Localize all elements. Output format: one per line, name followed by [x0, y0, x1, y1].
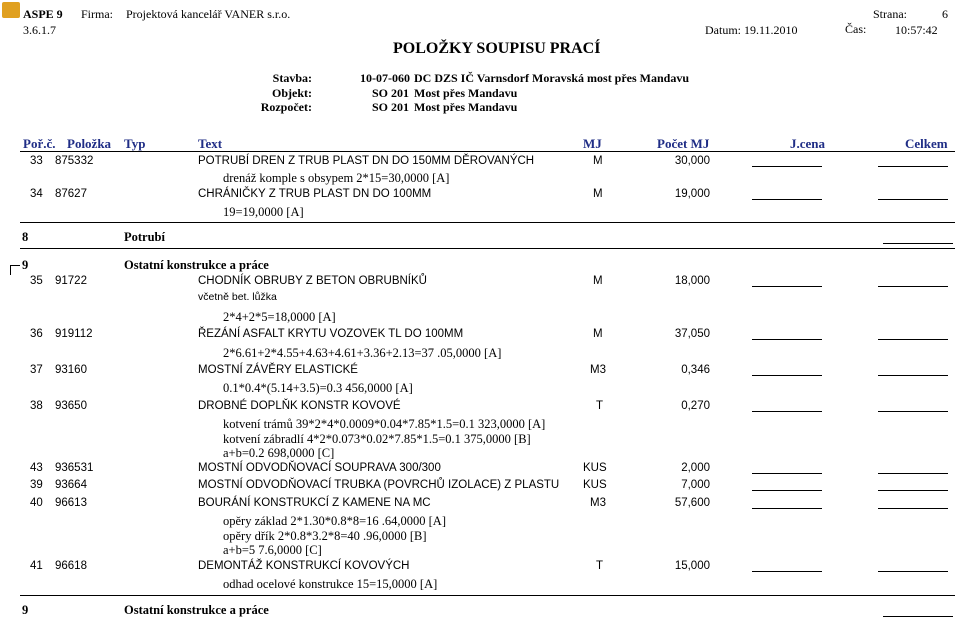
- row-code: 96618: [55, 560, 87, 572]
- row-text: MOSTNÍ ZÁVĚRY ELASTICKÉ: [198, 364, 358, 376]
- objekt-name: Most přes Mandavu: [414, 86, 518, 100]
- row-code: 96613: [55, 497, 87, 509]
- group-marker: [10, 265, 20, 266]
- row-no: 40: [30, 497, 43, 509]
- row-code: 93664: [55, 479, 87, 491]
- col-text: Text: [198, 136, 223, 151]
- group-no: 9: [22, 258, 29, 272]
- total-blank: [878, 508, 948, 509]
- col-typ: Typ: [124, 136, 146, 151]
- row-code: 93160: [55, 364, 87, 376]
- group-no: 8: [22, 230, 29, 244]
- total-blank: [878, 286, 948, 287]
- calc-line: kotvení zábradlí 4*2*0.073*0.02*7.85*1.5=0.1 375,0000 [B]: [223, 432, 531, 446]
- row-note: včetně bet. lůžka: [198, 291, 277, 303]
- unit-price-blank: [752, 490, 822, 491]
- unit-price-blank: [752, 339, 822, 340]
- row-mj: M3: [590, 364, 606, 376]
- row-mj: T: [596, 400, 604, 412]
- row-text: DROBNÉ DOPLŇK KONSTR KOVOVÉ: [198, 400, 401, 412]
- strana-label: Strana:: [873, 7, 907, 21]
- row-text: BOURÁNÍ KONSTRUKCÍ Z KAMENE NA MC: [198, 497, 431, 509]
- row-no: 36: [30, 328, 43, 340]
- row-mj: KUS: [583, 479, 607, 491]
- row-mj: T: [596, 560, 604, 572]
- group-name: Ostatní konstrukce a práce: [124, 258, 269, 272]
- group-divider: [20, 222, 955, 223]
- total-blank: [878, 490, 948, 491]
- row-mj: M: [593, 328, 603, 340]
- row-text: MOSTNÍ ODVODŇOVACÍ TRUBKA (POVRCHŮ IZOLACE) Z PLASTU: [198, 479, 560, 491]
- row-text: CHRÁNIČKY Z TRUB PLAST DN DO 100MM: [198, 188, 432, 200]
- col-polozka: Položka: [67, 136, 112, 151]
- row-code: 91722: [55, 275, 87, 287]
- row-qty: 2,000: [681, 462, 710, 474]
- total-blank: [878, 375, 948, 376]
- total-blank: [878, 166, 948, 167]
- group-name: Potrubí: [124, 230, 165, 244]
- group-divider: [20, 595, 955, 596]
- cas-value: 10:57:42: [895, 23, 938, 37]
- unit-price-blank: [752, 508, 822, 509]
- row-no: 43: [30, 462, 43, 474]
- row-qty: 30,000: [674, 155, 710, 167]
- total-blank: [878, 571, 948, 572]
- calc-line: opěry dřík 2*0.8*3.2*8=40 .96,0000 [B]: [223, 529, 427, 543]
- row-no: 33: [30, 155, 43, 167]
- row-code: 875332: [55, 155, 94, 167]
- row-mj: KUS: [583, 462, 607, 474]
- calc-line: 0.1*0.4*(5.14+3.5)=0.3 456,0000 [A]: [223, 381, 413, 395]
- app-name: ASPE 9: [23, 7, 63, 21]
- total-blank: [878, 339, 948, 340]
- total-blank: [878, 473, 948, 474]
- row-code: 87627: [55, 188, 87, 200]
- page-title: POLOŽKY SOUPISU PRACÍ: [393, 40, 601, 57]
- stavba-code: 10-07-060: [360, 71, 410, 85]
- row-mj: M: [593, 275, 603, 287]
- group-name: Ostatní konstrukce a práce: [124, 603, 269, 617]
- aspe-logo: [2, 2, 20, 18]
- calc-line: drenáž komple s obsypem 2*15=30,0000 [A]: [223, 171, 450, 185]
- row-qty: 57,600: [674, 497, 710, 509]
- group-no: 9: [22, 603, 29, 617]
- row-mj: M3: [590, 497, 606, 509]
- stavba-name: DC DZS IČ Varnsdorf Moravská most přes Mandavu: [414, 71, 690, 85]
- group-divider: [20, 248, 955, 249]
- datum: Datum: 19.11.2010: [705, 23, 798, 37]
- row-no: 34: [30, 188, 43, 200]
- rozpocet-code: SO 201: [372, 100, 410, 114]
- row-code: 919112: [55, 328, 93, 340]
- row-qty: 18,000: [674, 275, 710, 287]
- row-qty: 0,346: [681, 364, 710, 376]
- row-text: CHODNÍK OBRUBY Z BETON OBRUBNÍKŮ: [198, 275, 427, 287]
- row-no: 35: [30, 275, 43, 287]
- row-text: DEMONTÁŽ KONSTRUKCÍ KOVOVÝCH: [198, 560, 410, 572]
- row-qty: 0,270: [681, 400, 710, 412]
- unit-price-blank: [752, 571, 822, 572]
- row-no: 39: [30, 479, 43, 491]
- col-porc: Poř.č.: [23, 136, 56, 151]
- row-qty: 37,050: [674, 328, 710, 340]
- row-qty: 15,000: [674, 560, 710, 572]
- stavba-label: Stavba:: [272, 71, 312, 85]
- group-total-blank: [883, 616, 953, 617]
- row-no: 37: [30, 364, 43, 376]
- group-marker: [10, 265, 11, 275]
- unit-price-blank: [752, 473, 822, 474]
- calc-line: a+b=5 7.6,0000 [C]: [223, 543, 322, 557]
- row-text: ŘEZÁNÍ ASFALT KRYTU VOZOVEK TL DO 100MM: [198, 328, 464, 340]
- unit-price-blank: [752, 199, 822, 200]
- col-celkem: Celkem: [905, 136, 948, 151]
- calc-line: odhad ocelové konstrukce 15=15,0000 [A]: [223, 577, 438, 591]
- row-text: MOSTNÍ ODVODŇOVACÍ SOUPRAVA 300/300: [198, 462, 441, 474]
- calc-line: a+b=0.2 698,0000 [C]: [223, 446, 335, 460]
- col-mj: MJ: [583, 136, 602, 151]
- col-cena: J.cena: [790, 136, 826, 151]
- unit-price-blank: [752, 411, 822, 412]
- firma-value: Projektová kancelář VANER s.r.o.: [126, 7, 291, 21]
- firma-label: Firma:: [81, 7, 113, 21]
- row-qty: 19,000: [674, 188, 710, 200]
- total-blank: [878, 411, 948, 412]
- app-version: 3.6.1.7: [23, 23, 56, 37]
- total-blank: [878, 199, 948, 200]
- calc-line: kotvení trámů 39*2*4*0.0009*0.04*7.85*1.5=0.1 323,0000 [A]: [223, 417, 546, 431]
- objekt-label: Objekt:: [272, 86, 312, 100]
- group-total-blank: [883, 243, 953, 244]
- row-mj: M: [593, 188, 603, 200]
- col-pocet: Počet MJ: [657, 136, 710, 151]
- strana-value: 6: [942, 7, 948, 21]
- row-qty: 7,000: [681, 479, 710, 491]
- unit-price-blank: [752, 375, 822, 376]
- unit-price-blank: [752, 286, 822, 287]
- calc-line: opěry základ 2*1.30*0.8*8=16 .64,0000 [A]: [223, 514, 446, 528]
- calc-line: 19=19,0000 [A]: [223, 205, 304, 219]
- row-text: POTRUBÍ DREN Z TRUB PLAST DN DO 150MM DĚROVANÝCH: [198, 155, 535, 167]
- calc-line: 2*6.61+2*4.55+4.63+4.61+3.36+2.13=37 .05,0000 [A]: [223, 346, 502, 360]
- row-no: 38: [30, 400, 43, 412]
- header-divider: [20, 151, 955, 152]
- row-code: 936531: [55, 462, 94, 474]
- rozpocet-name: Most přes Mandavu: [414, 100, 518, 114]
- row-mj: M: [593, 155, 603, 167]
- row-no: 41: [30, 560, 43, 572]
- objekt-code: SO 201: [372, 86, 410, 100]
- row-code: 93650: [55, 400, 87, 412]
- rozpocet-label: Rozpočet:: [260, 100, 312, 114]
- unit-price-blank: [752, 166, 822, 167]
- calc-line: 2*4+2*5=18,0000 [A]: [223, 310, 336, 324]
- cas-label: Čas:: [845, 22, 867, 36]
